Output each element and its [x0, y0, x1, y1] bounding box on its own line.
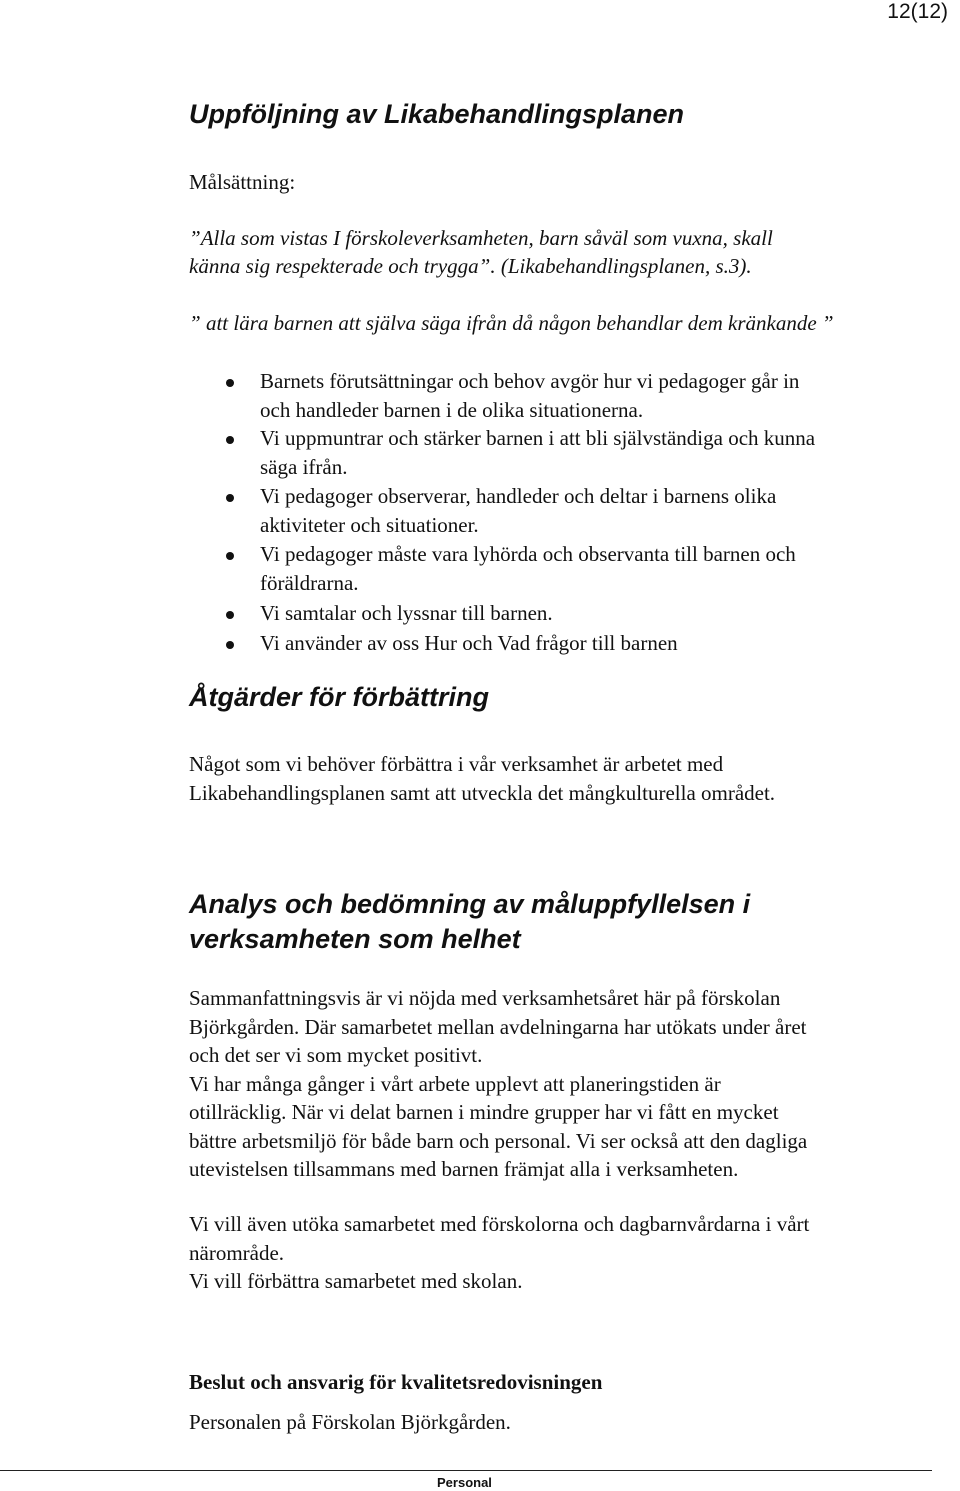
list-item-line-1: Barnets förutsättningar och behov avgör hur vi pedagoger går in — [260, 369, 800, 393]
improvement-line-2: Likabehandlingsplanen samt att utveckla det mångkulturella området. — [189, 780, 776, 805]
improvement-line-1: Något som vi behöver förbättra i vår verksamhet är arbetet med — [189, 752, 724, 776]
aim-quote — [189, 311, 834, 336]
analysis-line: utevistelsen tillsammans med barnen främjat alla i verksamheten. — [189, 1157, 739, 1181]
bullet-dot — [226, 641, 234, 649]
list-item — [260, 540, 796, 598]
bullet-dot — [226, 611, 234, 619]
list-item-line-2: aktiviteter och situationer. — [260, 513, 479, 537]
analysis-line: Björkgården. Där samarbetet mellan avdelningarna har utökats under året — [189, 1014, 807, 1039]
analysis-paragraph-2 — [189, 1210, 809, 1296]
bullet-dot — [226, 436, 234, 444]
analysis-line: otillräcklig. När vi delat barnen i mindre grupper har vi fått en mycket — [189, 1100, 779, 1124]
analysis-heading-line-1: Analys och bedömning av måluppfyllelsen i — [189, 889, 751, 919]
list-item — [260, 599, 553, 628]
list-item-line-1: Vi uppmuntrar och stärker barnen i att bli självständiga och kunna — [260, 426, 816, 450]
analysis-line: Sammanfattningsvis är vi nöjda med verksamhetsåret här på förskolan — [189, 986, 781, 1010]
decision-heading: Beslut och ansvarig för kvalitetsredovisningen — [189, 1370, 603, 1394]
list-item-line-1: Vi pedagoger måste vara lyhörda och observanta till barnen och — [260, 542, 796, 566]
list-item — [260, 629, 678, 658]
list-item — [260, 424, 815, 482]
analysis-line: Vi vill även utöka samarbetet med förskolorna och dagbarnvårdarna i vårt — [189, 1212, 810, 1236]
aim-quote-open-mark: ” — [189, 311, 201, 335]
decision-text: Personalen på Förskolan Björkgården. — [189, 1410, 511, 1434]
list-item-line-1: Vi pedagoger observerar, handleder och deltar i barnens olika — [260, 484, 777, 508]
analysis-line: Vi vill förbättra samarbetet med skolan. — [189, 1269, 523, 1293]
bullet-dot — [226, 494, 234, 502]
analysis-line: närområde. — [189, 1240, 285, 1265]
list-item-line-1: Vi använder av oss Hur och Vad frågor till barnen — [260, 631, 678, 655]
list-item — [260, 482, 776, 540]
bullet-dot — [226, 379, 234, 387]
list-item — [260, 367, 799, 425]
analysis-paragraph-1 — [189, 984, 807, 1184]
improvement-paragraph — [189, 750, 775, 807]
list-item-line-2: föräldrarna. — [260, 571, 359, 595]
aim-quote-text: att lära barnen att själva säga ifrån då någon behandlar dem kränkande — [205, 311, 817, 335]
list-item-line-2: och handleder barnen i de olika situationerna. — [260, 398, 644, 422]
analysis-line: Vi har många gånger i vårt arbete upplevt att planeringstiden är — [189, 1071, 721, 1096]
bullet-dot — [226, 552, 234, 560]
goal-quote-line-1: Alla som vistas I förskoleverksamheten, barn såväl som vuxna, skall — [200, 226, 773, 250]
aim-quote-close-mark: ” — [821, 311, 834, 335]
list-item-line-2: säga ifrån. — [260, 455, 348, 479]
analysis-heading-line-2: verksamheten som helhet — [189, 924, 521, 954]
goal-label: Målsättning: — [189, 170, 296, 194]
page-number: 12(12) — [887, 0, 948, 23]
analysis-heading — [189, 887, 750, 957]
footer-label: Personal — [437, 1475, 492, 1490]
followup-heading: Uppföljning av Likabehandlingsplanen — [189, 99, 685, 129]
analysis-line: och det ser vi som mycket positivt. — [189, 1043, 483, 1067]
goal-quote-open-mark: ” — [189, 226, 201, 250]
goal-quote-line-2: känna sig respekterade och trygga”. (Likabehandlingsplanen, s.3). — [189, 254, 752, 278]
improvement-heading: Åtgärder för förbättring — [189, 682, 489, 712]
analysis-line: bättre arbetsmiljö för både barn och personal. Vi ser också att den dagliga — [189, 1128, 808, 1153]
list-item-line-1: Vi samtalar och lyssnar till barnen. — [260, 601, 553, 625]
footer-rule — [0, 1470, 932, 1471]
